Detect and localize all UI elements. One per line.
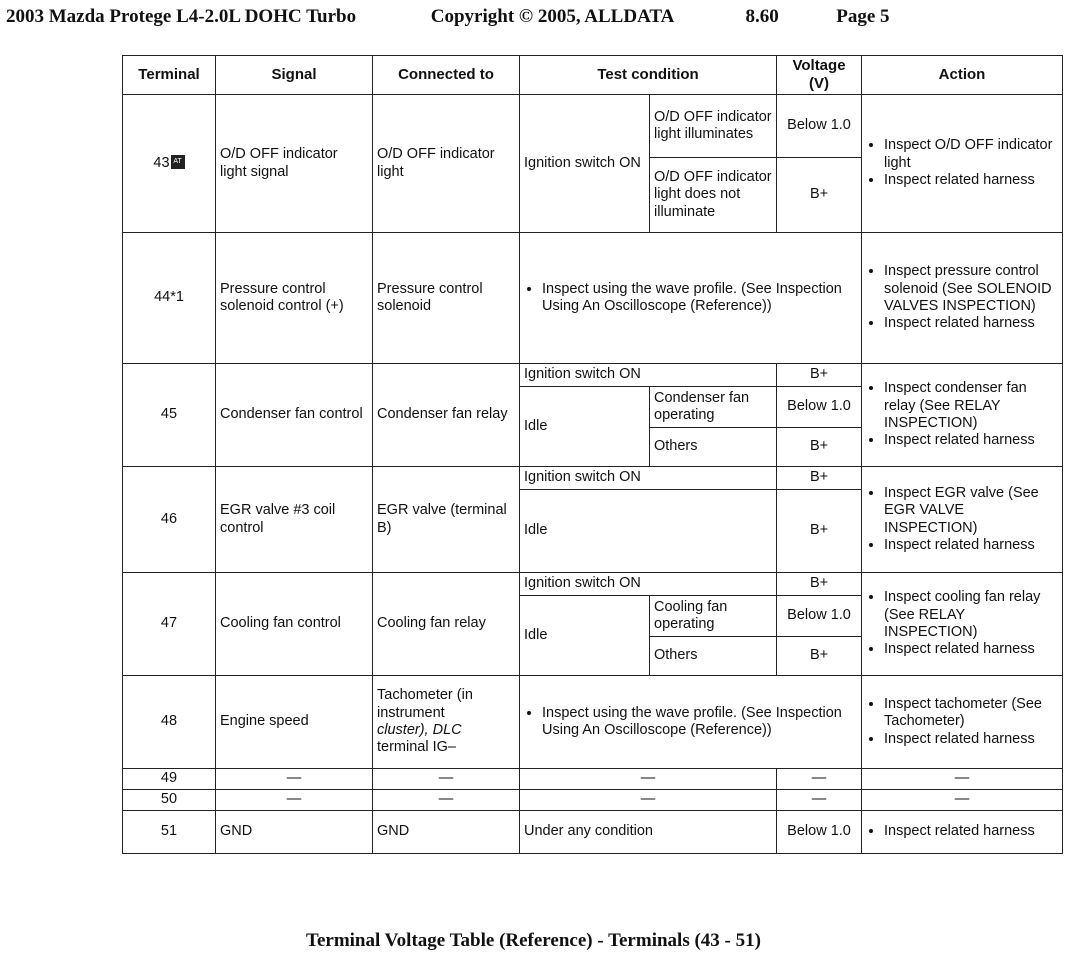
voltage-cell: B+: [777, 637, 862, 676]
terminal-cell: 47: [123, 573, 216, 676]
terminal-cell: 44*1: [123, 233, 216, 364]
connected-cell: GND: [373, 811, 520, 854]
terminal-voltage-table: [122, 55, 1063, 854]
condition-cell: Ignition switch ON: [520, 467, 777, 490]
column-header-voltage: Voltage (V): [777, 56, 862, 95]
signal-cell: Condenser fan control: [216, 364, 373, 467]
column-header-test-condition: Test condition: [520, 56, 777, 95]
signal-cell: EGR valve #3 coil control: [216, 467, 373, 573]
at-badge-icon: AT: [171, 155, 185, 169]
column-header-signal: Signal: [216, 56, 373, 95]
action-item: • Inspect pressure control solenoid (See SOLENOID VALVES INSPECTION): [884, 263, 1058, 315]
dash-cell: —: [520, 769, 777, 790]
table-row: [123, 364, 1063, 387]
dash-cell: —: [216, 790, 373, 811]
signal-cell: Cooling fan control: [216, 573, 373, 676]
table-header-row: [123, 56, 1063, 95]
terminal-cell: 46: [123, 467, 216, 573]
note-item: • Inspect using the wave profile. (See Inspection Using An Oscilloscope (Reference)): [542, 281, 857, 316]
voltage-cell: B+: [777, 490, 862, 573]
column-header-terminal: Terminal: [123, 56, 216, 95]
action-item: • Inspect condenser fan relay (See RELAY INSPECTION): [884, 380, 1058, 432]
dash-cell: —: [777, 790, 862, 811]
connected-cell: Condenser fan relay: [373, 364, 520, 467]
table-row: [123, 769, 1063, 790]
signal-cell: O/D OFF indicator light signal: [216, 95, 373, 233]
subcondition-cell: O/D OFF indicator light does not illuminate: [650, 158, 777, 233]
terminal-cell: 48: [123, 676, 216, 769]
terminal-cell: [123, 95, 216, 233]
terminal-cell: 45: [123, 364, 216, 467]
action-item: • Inspect related harness: [884, 432, 1058, 449]
terminal-cell: 50: [123, 790, 216, 811]
dash-cell: —: [777, 769, 862, 790]
table-row: [123, 233, 1063, 364]
table-row: [123, 811, 1063, 854]
subcondition-cell: O/D OFF indicator light illuminates: [650, 95, 777, 158]
table-row: [123, 95, 1063, 158]
connected-text: Tachometer (in instrument: [377, 687, 473, 721]
action-cell: [862, 573, 1063, 676]
dash-cell: —: [862, 769, 1063, 790]
copyright: Copyright © 2005, ALLDATA: [430, 6, 675, 27]
signal-cell: GND: [216, 811, 373, 854]
action-cell: [862, 95, 1063, 233]
voltage-cell: B+: [777, 428, 862, 467]
action-cell: [862, 233, 1063, 364]
column-header-action: Action: [862, 56, 1063, 95]
action-item: • Inspect cooling fan relay (See RELAY INSPECTION): [884, 589, 1058, 641]
terminal-cell: 51: [123, 811, 216, 854]
dash-cell: —: [216, 769, 373, 790]
subcondition-cell: Others: [650, 428, 777, 467]
action-item: • Inspect related harness: [884, 315, 1058, 332]
voltage-cell: Below 1.0: [777, 95, 862, 158]
action-cell: [862, 467, 1063, 573]
dash-cell: —: [373, 790, 520, 811]
condition-cell: Idle: [520, 596, 650, 676]
action-item: • Inspect tachometer (See Tachometer): [884, 696, 1058, 731]
terminal-number: 43: [153, 154, 170, 171]
connected-cell: O/D OFF indicator light: [373, 95, 520, 233]
action-item: • Inspect related harness: [884, 731, 1058, 748]
column-header-connected-to: Connected to: [373, 56, 520, 95]
dash-cell: —: [862, 790, 1063, 811]
voltage-cell: Below 1.0: [777, 596, 862, 637]
subcondition-cell: Others: [650, 637, 777, 676]
connected-text-italic: cluster), DLC: [377, 722, 462, 738]
version: 8.60: [745, 6, 779, 27]
connected-text: terminal IG–: [377, 739, 456, 756]
voltage-cell: B+: [777, 467, 862, 490]
subcondition-cell: Condenser fan operating: [650, 387, 777, 428]
voltage-cell: B+: [777, 573, 862, 596]
action-cell: [862, 364, 1063, 467]
voltage-cell: B+: [777, 158, 862, 233]
note-cell: [520, 233, 862, 364]
action-item: • Inspect related harness: [884, 641, 1058, 658]
action-cell: [862, 676, 1063, 769]
voltage-cell: Below 1.0: [777, 387, 862, 428]
document-title: 2003 Mazda Protege L4-2.0L DOHC Turbo: [6, 6, 357, 27]
signal-cell: Pressure control solenoid control (+): [216, 233, 373, 364]
page-number: Page 5: [836, 6, 890, 27]
table-row: [123, 676, 1063, 769]
dash-cell: —: [520, 790, 777, 811]
connected-cell: Pressure control solenoid: [373, 233, 520, 364]
note-cell: [520, 676, 862, 769]
action-item: • Inspect O/D OFF indicator light: [884, 137, 1058, 172]
connected-cell: Cooling fan relay: [373, 573, 520, 676]
signal-cell: Engine speed: [216, 676, 373, 769]
table-row: [123, 467, 1063, 490]
condition-cell: Under any condition: [520, 811, 777, 854]
note-item: • Inspect using the wave profile. (See Inspection Using An Oscilloscope (Reference)): [542, 705, 857, 740]
voltage-cell: Below 1.0: [777, 811, 862, 854]
action-item: • Inspect EGR valve (See EGR VALVE INSPECTION): [884, 485, 1058, 537]
table-row: [123, 573, 1063, 596]
subcondition-cell: Cooling fan operating: [650, 596, 777, 637]
page-header: [6, 6, 890, 28]
voltage-cell: B+: [777, 364, 862, 387]
table-row: [123, 790, 1063, 811]
condition-cell: Idle: [520, 387, 650, 467]
condition-cell: Ignition switch ON: [520, 364, 777, 387]
action-item: • Inspect related harness: [884, 537, 1058, 554]
terminal-cell: 49: [123, 769, 216, 790]
dash-cell: —: [373, 769, 520, 790]
connected-cell: EGR valve (terminal B): [373, 467, 520, 573]
connected-cell: [373, 676, 520, 769]
action-cell: [862, 811, 1063, 854]
action-item: • Inspect related harness: [884, 823, 1058, 840]
condition-cell: Ignition switch ON: [520, 573, 777, 596]
action-item: • Inspect related harness: [884, 172, 1058, 189]
condition-cell: Ignition switch ON: [520, 95, 650, 233]
table-caption: Terminal Voltage Table (Reference) - Terminals (43 - 51): [306, 930, 761, 951]
condition-cell: Idle: [520, 490, 777, 573]
